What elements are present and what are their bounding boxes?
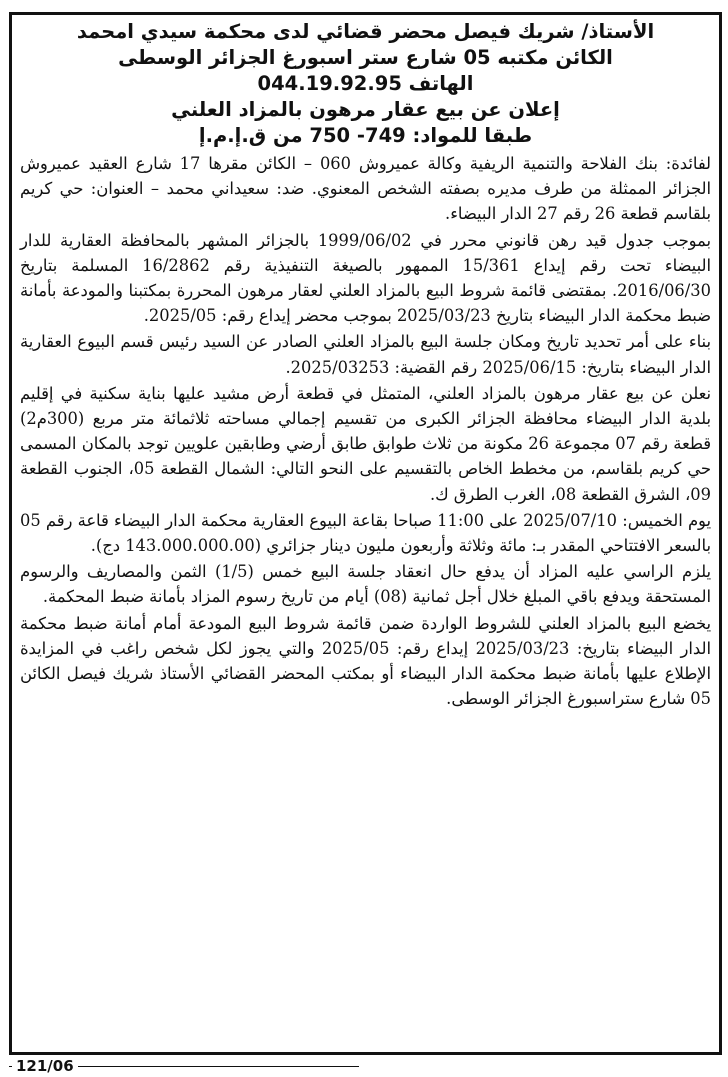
property-paragraph: نعلن عن بيع عقار مرهون بالمزاد العلني، المتمثل في قطعة أرض مشيد عليها بناية سكنية في إقليم بلدية الدار البيضاء محافظة الجزائر الكبرى من تقسيم إجمالي مساحته ثلاثمائة متر مربع (300م2) قطعة رقم 07 مجموعة 26 مكونة من ثلاث طوابق طابق أرضي وطابقين علويين توجد بالمكان المسمى حي كريم بلقاسم، من مخطط الخاص بالتقسيم على النحو التالي: الشمال القطعة 05، الجنوب القطعة 09، الشرق القطعة 08، الغرب الطرق ك. (20, 383, 711, 504)
bailiff-name-line: الأستاذ/ شريك فيصل محضر قضائي لدى محكمة سيدي امحمد (76, 20, 655, 43)
payment-terms-paragraph: يلزم الراسي عليه المزاد أن يدفع حال انعقاد جلسة البيع خمس (1/5) الثمن والمصاريف والرسوم المستحقة ويدفع باقي المبلغ خلال أجل ثمانية (08) أيام من تاريخ رسوم المزاد بأمانة ضبط المحكمة. (20, 562, 711, 607)
legal-basis-line: طبقا للمواد: 749- 750 من ق.إ.م.إ (198, 124, 533, 147)
court-order-paragraph: بناء على أمر تحديد تاريخ ومكان جلسة البيع بالمزاد العلني الصادر عن السيد رئيس قسم البيوع العقارية الدار البيضاء بتاريخ: 2025/06/15 رقم القضية: 2025/03253. (20, 332, 711, 377)
notice-header (20, 19, 711, 149)
mortgage-paragraph: بموجب جدول قيد رهن قانوني محرر في 1999/06/02 بالجزائر المشهر بالمحافظة العقارية للدار البيضاء تحت رقم إيداع 15/361 الممهور بالصيغة التنفيذية رقم 16/2862 المسلمة بتاريخ 2016/06/30. بمقتضى قائمة شروط البيع بالمزاد العلني لعقار مرهون المحررة بمكتبنا والمودعة بأمانة ضبط محكمة الدار البيضاء بتاريخ 2025/03/23 بموجب محضر إيداع رقم: 2025/05. (20, 230, 711, 326)
office-address-line: الكائن مكتبه 05 شارع ستر اسبورغ الجزائر الوسطى (118, 46, 613, 69)
issue-number: 121/06 (12, 1057, 78, 1075)
legal-notice (20, 19, 711, 711)
parties-paragraph: لفائدة: بنك الفلاحة والتنمية الريفية وكالة عميروش 060 – الكائن مقرها 17 شارع العقيد عميروش الجزائر الممثلة من طرف مديره بصفته الشخص المعنوي. ضد: سعيداني محمد – العنوان: حي كريم بلقاسم قطعة 26 رقم 27 الدار البيضاء. (20, 154, 712, 224)
notice-frame (9, 12, 722, 1055)
conditions-paragraph: يخضع البيع بالمزاد العلني للشروط الواردة ضمن قائمة شروط البيع المودعة أمام أمانة ضبط محكمة الدار البيضاء بتاريخ: 2025/03/23 إيداع رقم: 2025/05 والتي يجوز لكل شخص راغب في المزايدة الإطلاع عليها بأمانة ضبط محكمة الدار البيضاء أو بمكتب المحضر القضائي الأستاذ شريك فيصل الكائن 05 شارع ستراسبورغ الجزائر الوسطى. (20, 613, 711, 709)
notice-title: إعلان عن بيع عقار مرهون بالمزاد العلني (171, 98, 560, 121)
auction-date-paragraph: يوم الخميس: 2025/07/10 على 11:00 صباحا بقاعة البيوع العقارية محكمة الدار البيضاء قاعة رقم 05 بالسعر الافتتاحي المقدر بـ: مائة وثلاثة وأربعون مليون دينار جزائري (143.000.000.00 دج). (20, 510, 711, 556)
phone-line: الهاتف 044.19.92.95 (257, 72, 474, 95)
notice-body (20, 151, 711, 711)
